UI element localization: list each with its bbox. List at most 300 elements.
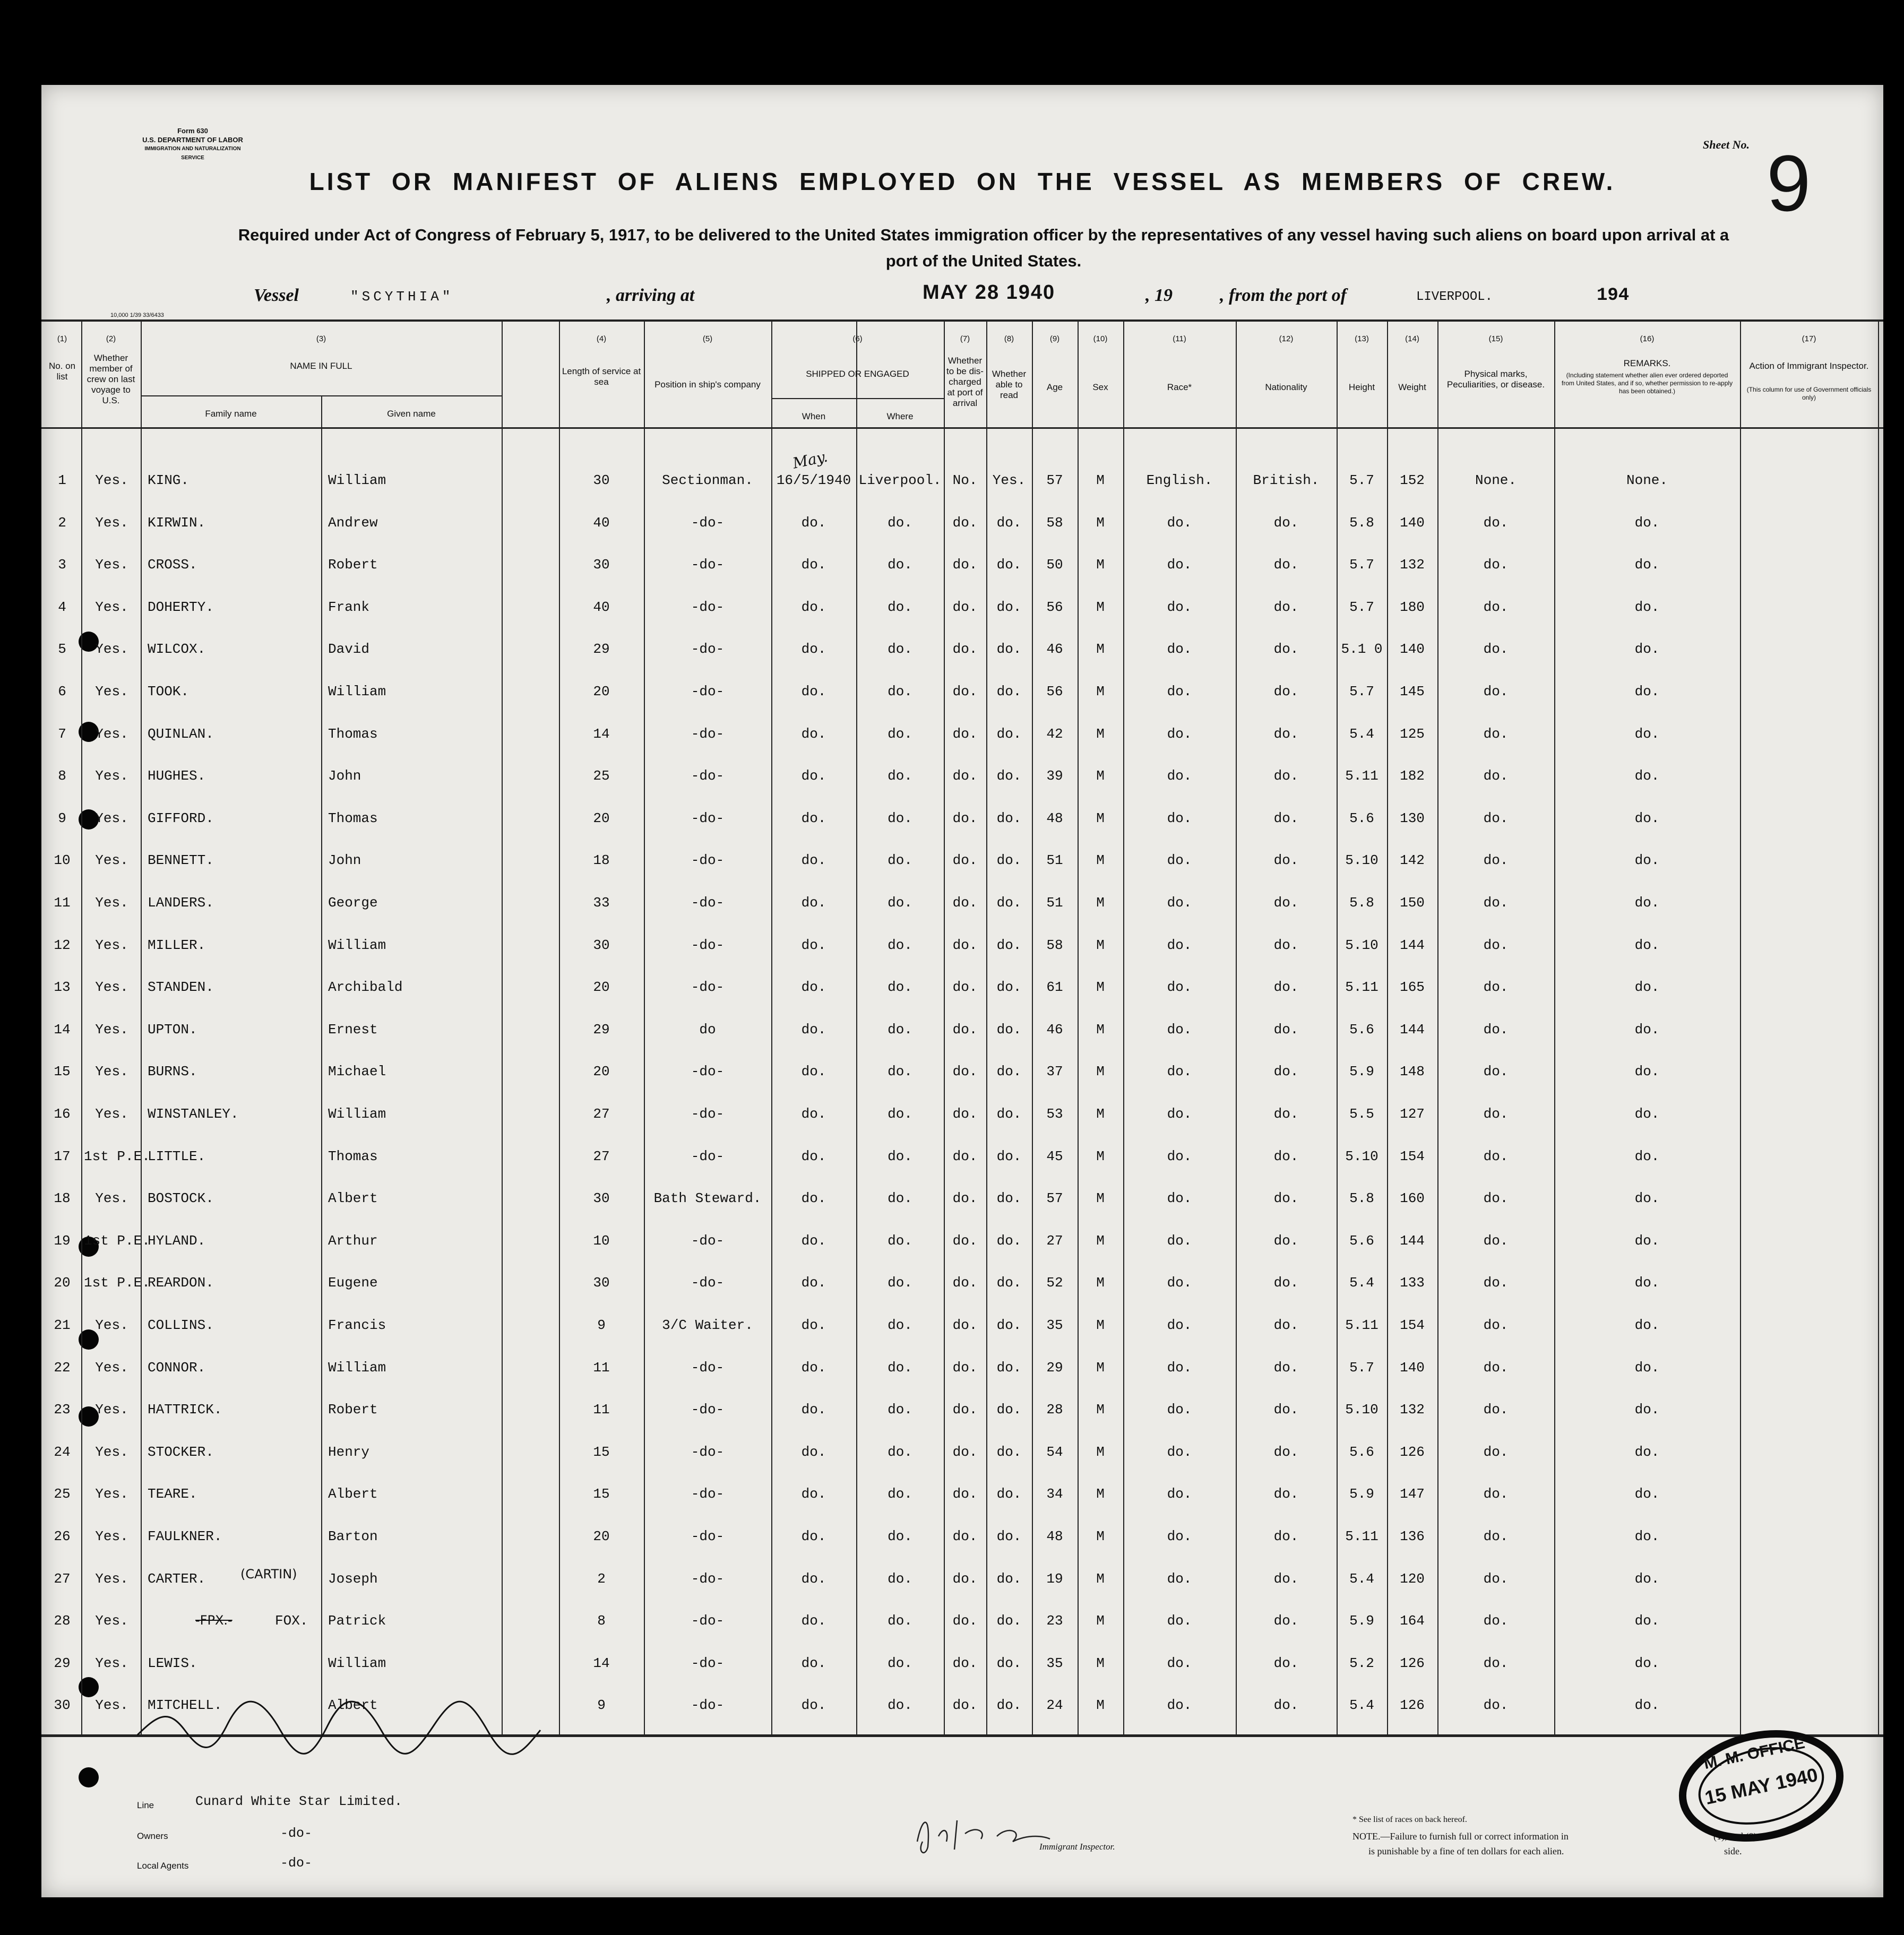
physical-marks: do. bbox=[1483, 1402, 1509, 1418]
family-name: TOOK. bbox=[148, 684, 189, 699]
shipped-where: do. bbox=[888, 1697, 912, 1713]
nationality: do. bbox=[1273, 895, 1299, 911]
shipped-when: do. bbox=[801, 1064, 826, 1079]
remarks: do. bbox=[1634, 768, 1660, 784]
service-length: 10 bbox=[593, 1233, 610, 1249]
form-number: Form 630 bbox=[177, 127, 208, 135]
able-to-read: do. bbox=[996, 768, 1022, 784]
race: do. bbox=[1167, 1486, 1192, 1502]
weight: 142 bbox=[1400, 852, 1425, 868]
able-to-read: do. bbox=[996, 1148, 1022, 1164]
colnum-9: (9) bbox=[1049, 334, 1060, 343]
table-row bbox=[41, 1402, 1883, 1444]
weight: 164 bbox=[1400, 1613, 1425, 1629]
crew-status: Yes. bbox=[95, 557, 128, 573]
sex: M bbox=[1096, 810, 1105, 826]
able-to-read: do. bbox=[996, 1064, 1022, 1079]
weight: 127 bbox=[1400, 1106, 1425, 1122]
service-length: 40 bbox=[593, 515, 610, 531]
family-name: STOCKER. bbox=[148, 1444, 214, 1460]
crew-status: Yes. bbox=[95, 1317, 128, 1333]
service-length: 11 bbox=[593, 1360, 610, 1376]
given-name: William bbox=[328, 937, 386, 953]
crew-status: Yes. bbox=[95, 1486, 128, 1502]
race: English. bbox=[1146, 472, 1213, 488]
service-length: 40 bbox=[593, 599, 610, 615]
table-row bbox=[41, 1148, 1883, 1191]
crew-status: Yes. bbox=[95, 472, 128, 488]
able-to-read: do. bbox=[996, 599, 1022, 615]
position: -do- bbox=[691, 1360, 725, 1376]
punch-hole bbox=[79, 1767, 99, 1787]
discharged: do. bbox=[952, 557, 978, 573]
position: -do- bbox=[691, 1571, 725, 1587]
crew-status: Yes. bbox=[95, 599, 128, 615]
given-name: William bbox=[328, 1360, 386, 1376]
remarks: do. bbox=[1634, 937, 1660, 953]
discharged: do. bbox=[952, 1148, 978, 1164]
height: 5.4 bbox=[1349, 726, 1374, 742]
sex: M bbox=[1096, 1444, 1105, 1460]
races-note: * See list of races on back hereof. bbox=[1352, 1815, 1467, 1824]
given-name: Thomas bbox=[328, 810, 378, 826]
weight: 148 bbox=[1400, 1064, 1425, 1079]
age: 58 bbox=[1046, 515, 1063, 531]
position: -do- bbox=[691, 684, 725, 699]
family-name: LEWIS. bbox=[148, 1655, 197, 1671]
height: 5.6 bbox=[1349, 1444, 1374, 1460]
stamp-top-text: M. M. OFFICE bbox=[1702, 1734, 1806, 1773]
able-to-read: do. bbox=[996, 1571, 1022, 1587]
able-to-read: do. bbox=[996, 1022, 1022, 1038]
race: do. bbox=[1167, 895, 1192, 911]
colnum-2: (2) bbox=[106, 334, 116, 343]
service-length: 27 bbox=[593, 1106, 610, 1122]
remarks: do. bbox=[1634, 641, 1660, 657]
row-number: 13 bbox=[54, 979, 71, 995]
race: do. bbox=[1167, 852, 1192, 868]
physical-marks: do. bbox=[1483, 1233, 1509, 1249]
shipped-where: do. bbox=[888, 1655, 912, 1671]
nationality: do. bbox=[1273, 1064, 1299, 1079]
column-divider bbox=[141, 395, 502, 396]
height: 5.6 bbox=[1349, 1233, 1374, 1249]
shipped-where: do. bbox=[888, 937, 912, 953]
row-number: 24 bbox=[54, 1444, 71, 1460]
physical-marks: do. bbox=[1483, 1613, 1509, 1629]
given-name: Frank bbox=[328, 599, 370, 615]
table-row bbox=[41, 852, 1883, 895]
row-number: 7 bbox=[58, 726, 66, 742]
service-length: 20 bbox=[593, 1528, 610, 1544]
height: 5.9 bbox=[1349, 1613, 1374, 1629]
row-number: 30 bbox=[54, 1697, 71, 1713]
row-number: 28 bbox=[54, 1613, 71, 1629]
weight: 144 bbox=[1400, 937, 1425, 953]
nationality: do. bbox=[1273, 1190, 1299, 1206]
weight: 132 bbox=[1400, 557, 1425, 573]
remarks: do. bbox=[1634, 1528, 1660, 1544]
age: 19 bbox=[1046, 1571, 1063, 1587]
family-name: FOX. bbox=[275, 1613, 308, 1629]
race: do. bbox=[1167, 557, 1192, 573]
col-inspector-note: (This column for use of Government officials only) bbox=[1746, 386, 1872, 401]
shipped-where: do. bbox=[888, 979, 912, 995]
sex: M bbox=[1096, 599, 1105, 615]
family-name: CARTER. bbox=[148, 1571, 206, 1587]
height: 5.6 bbox=[1349, 810, 1374, 826]
race: do. bbox=[1167, 1275, 1192, 1291]
position: do bbox=[699, 1022, 716, 1038]
position: -do- bbox=[691, 768, 725, 784]
race: do. bbox=[1167, 1697, 1192, 1713]
colnum-4: (4) bbox=[596, 334, 607, 343]
nationality: do. bbox=[1273, 1444, 1299, 1460]
age: 29 bbox=[1046, 1360, 1063, 1376]
physical-marks: do. bbox=[1483, 1486, 1509, 1502]
arriving-label: , arriving at bbox=[607, 286, 695, 305]
discharged: do. bbox=[952, 810, 978, 826]
row-number: 29 bbox=[54, 1655, 71, 1671]
weight: 136 bbox=[1400, 1528, 1425, 1544]
service-length: 30 bbox=[593, 472, 610, 488]
able-to-read: do. bbox=[996, 937, 1022, 953]
position: -do- bbox=[691, 937, 725, 953]
family-name: QUINLAN. bbox=[148, 726, 214, 742]
table-row bbox=[41, 810, 1883, 853]
shipped-where: do. bbox=[888, 1444, 912, 1460]
position: -do- bbox=[691, 895, 725, 911]
year-label: , 19 bbox=[1145, 286, 1173, 305]
physical-marks: do. bbox=[1483, 937, 1509, 953]
col-crew-header: Whether member of crew on last voyage to U.S. bbox=[87, 353, 135, 405]
row-number: 4 bbox=[58, 599, 66, 615]
table-row bbox=[41, 1567, 1883, 1613]
physical-marks: do. bbox=[1483, 557, 1509, 573]
given-name: Patrick bbox=[328, 1613, 386, 1629]
able-to-read: do. bbox=[996, 1317, 1022, 1333]
weight: 147 bbox=[1400, 1486, 1425, 1502]
family-name: WINSTANLEY. bbox=[148, 1106, 239, 1122]
physical-marks: do. bbox=[1483, 810, 1509, 826]
physical-marks: do. bbox=[1483, 1571, 1509, 1587]
height: 5.4 bbox=[1349, 1697, 1374, 1713]
physical-marks: None. bbox=[1475, 472, 1517, 488]
nationality: do. bbox=[1273, 768, 1299, 784]
shipped-where: do. bbox=[888, 726, 912, 742]
race: do. bbox=[1167, 937, 1192, 953]
family-name: DOHERTY. bbox=[148, 599, 214, 615]
given-name: William bbox=[328, 472, 386, 488]
nationality: do. bbox=[1273, 937, 1299, 953]
age: 57 bbox=[1046, 1190, 1063, 1206]
discharged: do. bbox=[952, 1317, 978, 1333]
shipped-when: do. bbox=[801, 515, 826, 531]
height: 5.8 bbox=[1349, 895, 1374, 911]
weight: 126 bbox=[1400, 1697, 1425, 1713]
given-name: Michael bbox=[328, 1064, 386, 1079]
race: do. bbox=[1167, 1148, 1192, 1164]
given-name: William bbox=[328, 1106, 386, 1122]
sex: M bbox=[1096, 1022, 1105, 1038]
colnum-6: (6) bbox=[852, 334, 863, 343]
physical-marks: do. bbox=[1483, 1106, 1509, 1122]
shipped-where: do. bbox=[888, 810, 912, 826]
race: do. bbox=[1167, 1444, 1192, 1460]
row-number: 16 bbox=[54, 1106, 71, 1122]
given-name: Andrew bbox=[328, 515, 378, 531]
weight: 126 bbox=[1400, 1655, 1425, 1671]
table-row bbox=[41, 1317, 1883, 1360]
note-line bbox=[1352, 1831, 1569, 1842]
col-weight-header: Weight bbox=[1398, 382, 1426, 392]
discharged: do. bbox=[952, 979, 978, 995]
service-length: 15 bbox=[593, 1486, 610, 1502]
shipped-where: do. bbox=[888, 515, 912, 531]
family-name: MITCHELL. bbox=[148, 1697, 222, 1713]
height: 5.4 bbox=[1349, 1275, 1374, 1291]
row-number: 18 bbox=[54, 1190, 71, 1206]
service-length: 11 bbox=[593, 1402, 610, 1418]
service-length: 30 bbox=[593, 1190, 610, 1206]
crew-status: Yes. bbox=[95, 1022, 128, 1038]
crew-status: Yes. bbox=[95, 1190, 128, 1206]
family-name: COLLINS. bbox=[148, 1317, 214, 1333]
remarks: do. bbox=[1634, 1571, 1660, 1587]
weight: 144 bbox=[1400, 1233, 1425, 1249]
crew-status: Yes. bbox=[95, 1064, 128, 1079]
sex: M bbox=[1096, 895, 1105, 911]
row-number: 11 bbox=[54, 895, 71, 911]
given-name: Henry bbox=[328, 1444, 370, 1460]
able-to-read: do. bbox=[996, 1486, 1022, 1502]
stamp-date: 15 MAY 1940 bbox=[1703, 1763, 1820, 1809]
weight: 133 bbox=[1400, 1275, 1425, 1291]
service-length: 33 bbox=[593, 895, 610, 911]
able-to-read: do. bbox=[996, 1233, 1022, 1249]
given-name: Robert bbox=[328, 1402, 378, 1418]
age: 46 bbox=[1046, 1022, 1063, 1038]
weight: 125 bbox=[1400, 726, 1425, 742]
shipped-where: do. bbox=[888, 852, 912, 868]
service-length: 20 bbox=[593, 684, 610, 699]
age: 35 bbox=[1046, 1317, 1063, 1333]
col-marks-header: Physical marks, Peculiarities, or disease. bbox=[1446, 369, 1545, 390]
physical-marks: do. bbox=[1483, 1528, 1509, 1544]
sex: M bbox=[1096, 557, 1105, 573]
service-length: 20 bbox=[593, 1064, 610, 1079]
given-name: Albert bbox=[328, 1486, 378, 1502]
discharged: do. bbox=[952, 726, 978, 742]
row-number: 1 bbox=[58, 472, 66, 488]
remarks: do. bbox=[1634, 895, 1660, 911]
physical-marks: do. bbox=[1483, 1148, 1509, 1164]
crew-status: Yes. bbox=[95, 515, 128, 531]
remarks: do. bbox=[1634, 1233, 1660, 1249]
height: 5.11 bbox=[1345, 768, 1379, 784]
line-value: Cunard White Star Limited. bbox=[195, 1794, 403, 1809]
discharged: do. bbox=[952, 895, 978, 911]
service-length: 14 bbox=[593, 1655, 610, 1671]
shipped-where: do. bbox=[888, 1064, 912, 1079]
remarks: do. bbox=[1634, 852, 1660, 868]
age: 35 bbox=[1046, 1655, 1063, 1671]
physical-marks: do. bbox=[1483, 1697, 1509, 1713]
shipped-when: do. bbox=[801, 1402, 826, 1418]
height: 5.7 bbox=[1349, 599, 1374, 615]
height: 5.1 0 bbox=[1341, 641, 1383, 657]
age: 23 bbox=[1046, 1613, 1063, 1629]
row-number: 27 bbox=[54, 1571, 71, 1587]
colnum-7: (7) bbox=[960, 334, 970, 343]
race: do. bbox=[1167, 810, 1192, 826]
colnum-13: (13) bbox=[1355, 334, 1369, 343]
col-when: When bbox=[802, 411, 826, 421]
col-remarks-header: REMARKS. bbox=[1623, 358, 1671, 368]
year-typed: 194 bbox=[1597, 286, 1630, 306]
age: 46 bbox=[1046, 641, 1063, 657]
page-title: LIST OR MANIFEST OF ALIENS EMPLOYED ON THE VESSEL AS MEMBERS OF CREW. bbox=[309, 168, 1616, 195]
race: do. bbox=[1167, 1655, 1192, 1671]
age: 58 bbox=[1046, 937, 1063, 953]
family-name: TEARE. bbox=[148, 1486, 197, 1502]
sex: M bbox=[1096, 1402, 1105, 1418]
shipped-when: do. bbox=[801, 557, 826, 573]
discharged: do. bbox=[952, 1233, 978, 1249]
position: -do- bbox=[691, 852, 725, 868]
colnum-5: (5) bbox=[702, 334, 713, 343]
shipped-where: do. bbox=[888, 1106, 912, 1122]
table-row bbox=[41, 1486, 1883, 1528]
crew-status: Yes. bbox=[95, 1106, 128, 1122]
shipped-when: do. bbox=[801, 1697, 826, 1713]
shipped-when: do. bbox=[801, 1317, 826, 1333]
sex: M bbox=[1096, 1106, 1105, 1122]
row-number: 26 bbox=[54, 1528, 71, 1544]
nationality: do. bbox=[1273, 1402, 1299, 1418]
physical-marks: do. bbox=[1483, 1022, 1509, 1038]
race: do. bbox=[1167, 684, 1192, 699]
nationality: do. bbox=[1273, 641, 1299, 657]
crew-status: Yes. bbox=[95, 895, 128, 911]
discharged: do. bbox=[952, 1655, 978, 1671]
nationality: do. bbox=[1273, 852, 1299, 868]
height: 5.7 bbox=[1349, 557, 1374, 573]
service-length: 15 bbox=[593, 1444, 610, 1460]
position: -do- bbox=[691, 1106, 725, 1122]
sex: M bbox=[1096, 1571, 1105, 1587]
physical-marks: do. bbox=[1483, 1064, 1509, 1079]
physical-marks: do. bbox=[1483, 684, 1509, 699]
shipped-when: do. bbox=[801, 1190, 826, 1206]
discharged: do. bbox=[952, 1275, 978, 1291]
shipped-when: do. bbox=[801, 1655, 826, 1671]
position: -do- bbox=[691, 1697, 725, 1713]
col-age-header: Age bbox=[1046, 382, 1063, 392]
given-name: Archibald bbox=[328, 979, 403, 995]
nationality: British. bbox=[1253, 472, 1320, 488]
race: do. bbox=[1167, 1022, 1192, 1038]
table-row bbox=[41, 1022, 1883, 1064]
column-divider bbox=[771, 398, 944, 399]
age: 51 bbox=[1046, 895, 1063, 911]
age: 53 bbox=[1046, 1106, 1063, 1122]
crew-status: Yes. bbox=[95, 1444, 128, 1460]
table-row bbox=[41, 979, 1883, 1022]
age: 61 bbox=[1046, 979, 1063, 995]
race: do. bbox=[1167, 768, 1192, 784]
owners-label: Owners bbox=[137, 1831, 168, 1841]
discharged: do. bbox=[952, 1360, 978, 1376]
given-name: William bbox=[328, 1655, 386, 1671]
position: -do- bbox=[691, 515, 725, 531]
crew-status: Yes. bbox=[95, 1402, 128, 1418]
note-fine: is punishable by a fine of ten dollars for each alien. bbox=[1368, 1846, 1564, 1856]
physical-marks: do. bbox=[1483, 1317, 1509, 1333]
shipped-where: do. bbox=[888, 599, 912, 615]
crew-status: Yes. bbox=[95, 1613, 128, 1629]
shipped-when: do. bbox=[801, 1360, 826, 1376]
nationality: do. bbox=[1273, 599, 1299, 615]
arrival-date-stamp: MAY 28 1940 bbox=[923, 281, 1056, 304]
col-inspector-header: Action of Immigrant Inspector. bbox=[1749, 361, 1869, 371]
row-number: 17 bbox=[54, 1148, 71, 1164]
remarks: do. bbox=[1634, 1317, 1660, 1333]
family-name: HATTRICK. bbox=[148, 1402, 222, 1418]
discharged: do. bbox=[952, 684, 978, 699]
age: 54 bbox=[1046, 1444, 1063, 1460]
given-name: John bbox=[328, 768, 361, 784]
weight: 165 bbox=[1400, 979, 1425, 995]
race: do. bbox=[1167, 726, 1192, 742]
given-name: Albert bbox=[328, 1190, 378, 1206]
colnum-17: (17) bbox=[1802, 334, 1816, 343]
service-length: 18 bbox=[593, 852, 610, 868]
crew-status: Yes. bbox=[95, 768, 128, 784]
sex: M bbox=[1096, 1360, 1105, 1376]
colnum-8: (8) bbox=[1004, 334, 1014, 343]
shipped-when: do. bbox=[801, 1444, 826, 1460]
agents-value: -do- bbox=[280, 1855, 313, 1871]
weight: 160 bbox=[1400, 1190, 1425, 1206]
family-name: CROSS. bbox=[148, 557, 197, 573]
family-name: BURNS. bbox=[148, 1064, 197, 1079]
row-number: 9 bbox=[58, 810, 66, 826]
position: -do- bbox=[691, 1613, 725, 1629]
sex: M bbox=[1096, 768, 1105, 784]
position: -do- bbox=[691, 1528, 725, 1544]
cancellation-squiggle bbox=[137, 1698, 615, 1757]
row-number: 20 bbox=[54, 1275, 71, 1291]
shipped-when: do. bbox=[801, 895, 826, 911]
service-length: 30 bbox=[593, 1275, 610, 1291]
race: do. bbox=[1167, 1064, 1192, 1079]
race: do. bbox=[1167, 1190, 1192, 1206]
table-row bbox=[41, 557, 1883, 599]
remarks: do. bbox=[1634, 1275, 1660, 1291]
crew-status: Yes. bbox=[95, 810, 128, 826]
owners-value: -do- bbox=[280, 1826, 313, 1841]
shipped-when: do. bbox=[801, 1106, 826, 1122]
service-length: 29 bbox=[593, 641, 610, 657]
height: 5.9 bbox=[1349, 1486, 1374, 1502]
crew-status: Yes. bbox=[95, 726, 128, 742]
family-name: BOSTOCK. bbox=[148, 1190, 214, 1206]
able-to-read: do. bbox=[996, 1528, 1022, 1544]
sex: M bbox=[1096, 1317, 1105, 1333]
family-name: KIRWIN. bbox=[148, 515, 206, 531]
position: -do- bbox=[691, 599, 725, 615]
